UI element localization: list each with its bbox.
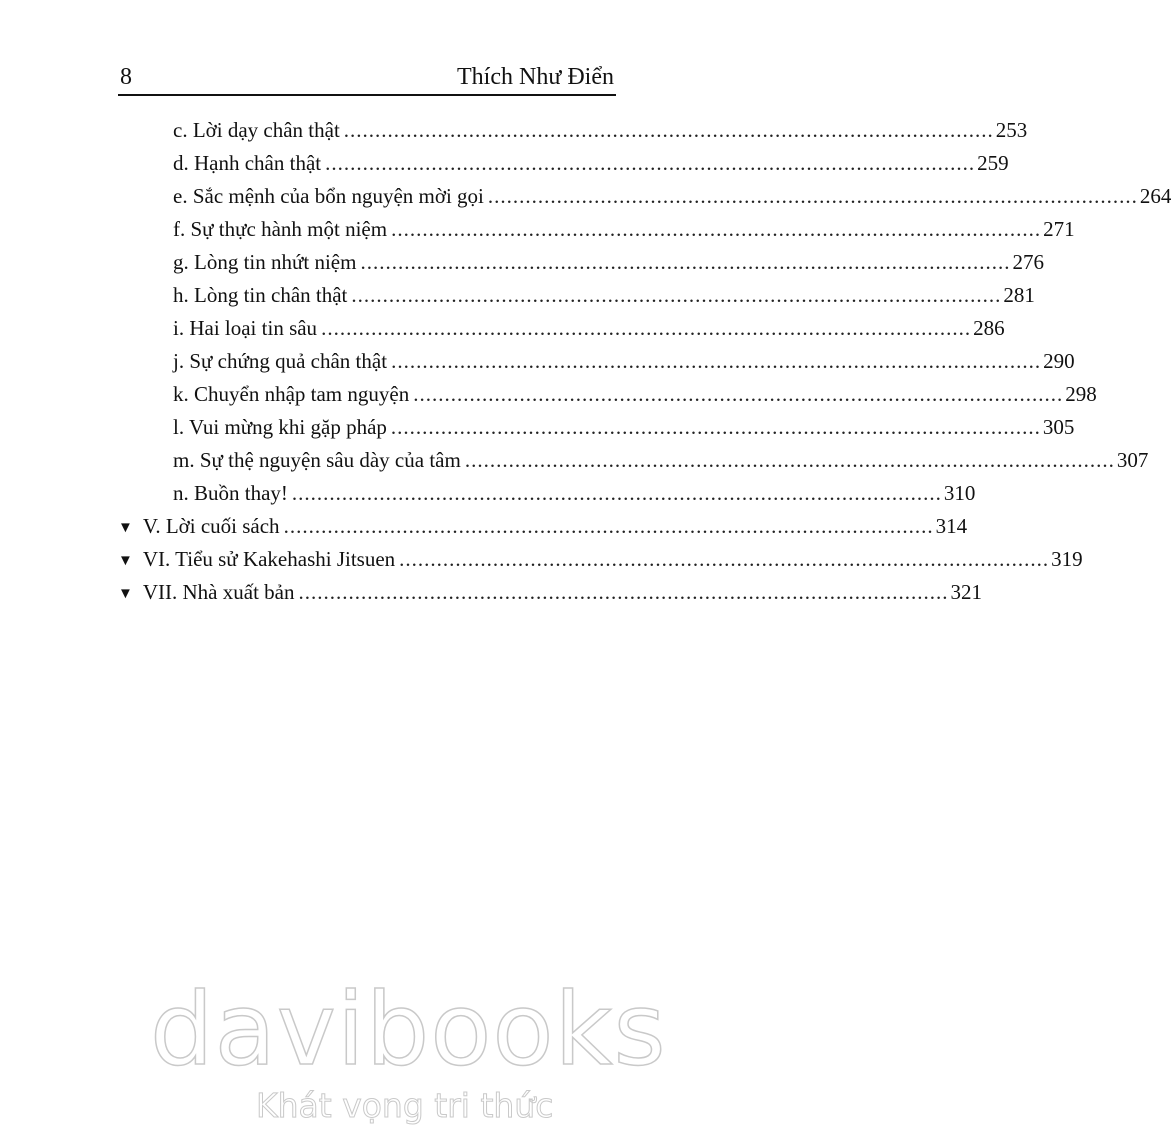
toc-entry-page: 281 [1003,283,1035,307]
watermark-slogan: Khát vọng tri thức [256,1086,554,1125]
toc-entry-label: V. Lời cuối sách [142,514,280,538]
toc-section-entry [118,580,982,612]
toc-entry-page: 276 [1012,250,1044,274]
toc-entry-label: j. Sự chứng quả chân thật [173,349,388,373]
toc-section-entry [118,547,1083,579]
toc-entry-page: 290 [1043,349,1075,373]
toc-entry-label: c. Lời dạy chân thật [173,118,340,142]
dot-leader: ........................................................................................................ [390,415,1041,439]
toc-entry [173,217,1075,249]
toc-entry [173,184,1171,216]
toc-entry [173,481,976,513]
dot-leader: ........................................................................................................ [391,349,1042,373]
toc-entry-page: 286 [973,316,1005,340]
page-header [118,64,616,96]
toc-entry [173,250,1044,282]
triangle-down-icon: ▼ [118,553,133,569]
toc-entry-label: k. Chuyển nhập tam nguyện [173,382,410,406]
dot-leader: ........................................................................................................ [298,580,949,604]
toc-entry-label: VI. Tiểu sử Kakehashi Jitsuen [142,547,396,571]
dot-leader: ........................................................................................................ [360,250,1011,274]
toc-entry-page: 310 [943,481,976,505]
toc-entry-label: VII. Nhà xuất bản [142,580,295,604]
toc-entry-page: 271 [1043,217,1075,241]
toc-entry [173,349,1075,381]
toc-entry [173,382,1097,414]
toc-entry-page: 307 [1116,448,1149,472]
toc-entry-label: i. Hai loại tin sâu [173,316,318,340]
toc-entry-page: 253 [995,118,1028,142]
toc-entry-label: f. Sự thực hành một niệm [173,217,388,241]
toc-entry-label: m. Sự thệ nguyện sâu dày của tâm [173,448,461,472]
toc-entry-page: 305 [1042,415,1075,439]
toc-entry [173,118,1028,150]
dot-leader: ........................................................................................................ [291,481,942,505]
toc-entry-label: g. Lòng tin nhứt niệm [173,250,357,274]
dot-leader: ........................................................................................................ [487,184,1138,208]
toc-entry-page: 264 [1139,184,1171,208]
dot-leader: ........................................................................................................ [321,316,972,340]
toc-entry-label: l. Vui mừng khi gặp pháp [173,415,387,439]
toc-entry-label: d. Hạnh chân thật [173,151,322,175]
triangle-down-icon: ▼ [118,586,133,602]
toc-entry-page: 321 [950,580,982,604]
toc-entry-label: n. Buồn thay! [173,481,288,505]
toc-entry [173,316,1005,348]
dot-leader: ........................................................................................................ [351,283,1002,307]
toc-entry-page: 314 [935,514,968,538]
toc-entry-label: h. Lòng tin chân thật [173,283,348,307]
dot-leader: ........................................................................................................ [343,118,994,142]
toc-entry-page: 259 [977,151,1009,175]
toc-entry [173,415,1075,447]
dot-leader: ........................................................................................................ [391,217,1042,241]
dot-leader: ........................................................................................................ [413,382,1064,406]
toc-section-entry [118,514,968,546]
toc-entry-label: e. Sắc mệnh của bổn nguyện mời gọi [173,184,484,208]
watermark-brand: davibooks [150,971,667,1088]
dot-leader: ........................................................................................................ [325,151,976,175]
toc-entry-page: 298 [1065,382,1097,406]
dot-leader: ........................................................................................................ [283,514,934,538]
triangle-down-icon: ▼ [118,520,133,536]
dot-leader: ........................................................................................................ [464,448,1115,472]
dot-leader: ........................................................................................................ [399,547,1050,571]
toc-entry [173,448,1149,480]
toc-entry-page: 319 [1051,547,1083,571]
page-number: 8 [120,64,132,90]
toc-entry [173,151,1009,183]
running-title: Thích Như Điển [457,64,614,90]
toc-entry [173,283,1035,315]
